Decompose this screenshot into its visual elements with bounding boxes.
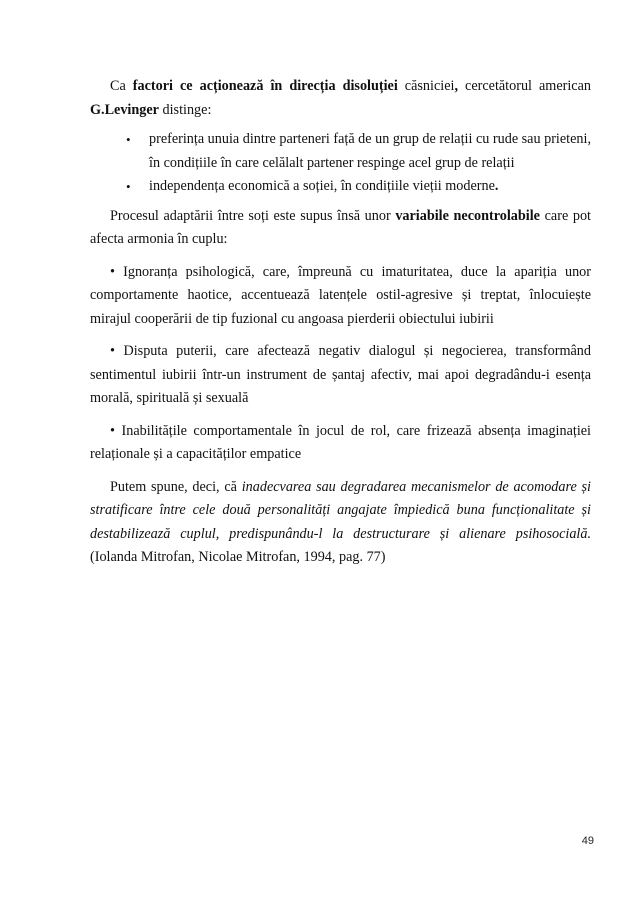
variable-item [90,420,591,467]
bold-phrase: variabile necontrolabile [395,207,540,224]
bold-comma: , [454,78,458,94]
variable-item-text: Disputa puterii, care afectează negativ dialogul și negocierea, transformând sentimentul iubirii într-un instrument de șantaj afectiv, mai apoi degradându-i esența morală, spirituală și sexuală [90,343,591,406]
paragraph-disolution-factors [90,75,591,122]
list-item [90,128,591,175]
paragraph-text: Putem spune, deci, că [110,478,242,495]
paragraph-text: Ca [110,78,133,94]
paragraph-text: distinge: [158,101,212,118]
paragraph-text: care pot afecta armonia în cuplu: [90,207,591,247]
author-name: G.Levinger [90,101,159,118]
bullet-icon: • [110,263,115,280]
page-content [90,75,591,570]
bullet-icon: • [126,132,131,147]
paragraph-text: cercetătorul american [458,78,591,94]
variable-item-text: Inabilitățile comportamentale în jocul de rol, care frizează absența imaginației relaționale și a capacităților empatice [90,422,592,462]
paragraph-text: căsniciei [397,78,455,94]
bullet-icon: • [126,179,131,194]
variable-item [90,261,591,332]
paragraph-adaptation [90,205,591,252]
page-number: 49 [581,835,594,847]
italic-quote: inadecvarea sau degradarea mecanismelor de acomodare și stratificare între cele două personalități angajate împiedică buna funcționalitate și destabilizează cuplul, predispunându-l la destructurare și alienare psihosocială. [90,478,591,542]
list-item-period: . [494,178,499,194]
citation: (Iolanda Mitrofan, Nicolae Mitrofan, 1994, pag. 77) [90,549,386,565]
paragraph-text: Procesul adaptării între soți este supus însă unor [110,207,396,224]
list-item-text: independența economică a soției, în condițiile vieții moderne [149,178,495,194]
bullet-icon: • [110,422,115,439]
list-item [90,175,591,199]
bullet-list [90,128,591,199]
list-item-text: preferința unuia dintre parteneri față de un grup de relații cu rude sau prieteni, în condițiile în care celălalt partener respinge acel grup de relații [149,131,591,171]
bold-phrase: factori ce acționează în direcția disoluției [132,78,398,94]
paragraph-conclusion [90,476,591,570]
variable-item-text: Ignoranța psihologică, care, împreună cu imaturitatea, duce la apariția unor comportamente haotice, accentuează latențele ostil-agresive și treptat, înlocuiește mirajul cooperării de tip fuzional cu angoasa pierderii obiectului iubirii [90,263,591,327]
variable-item [90,340,591,411]
bullet-icon: • [110,343,115,359]
